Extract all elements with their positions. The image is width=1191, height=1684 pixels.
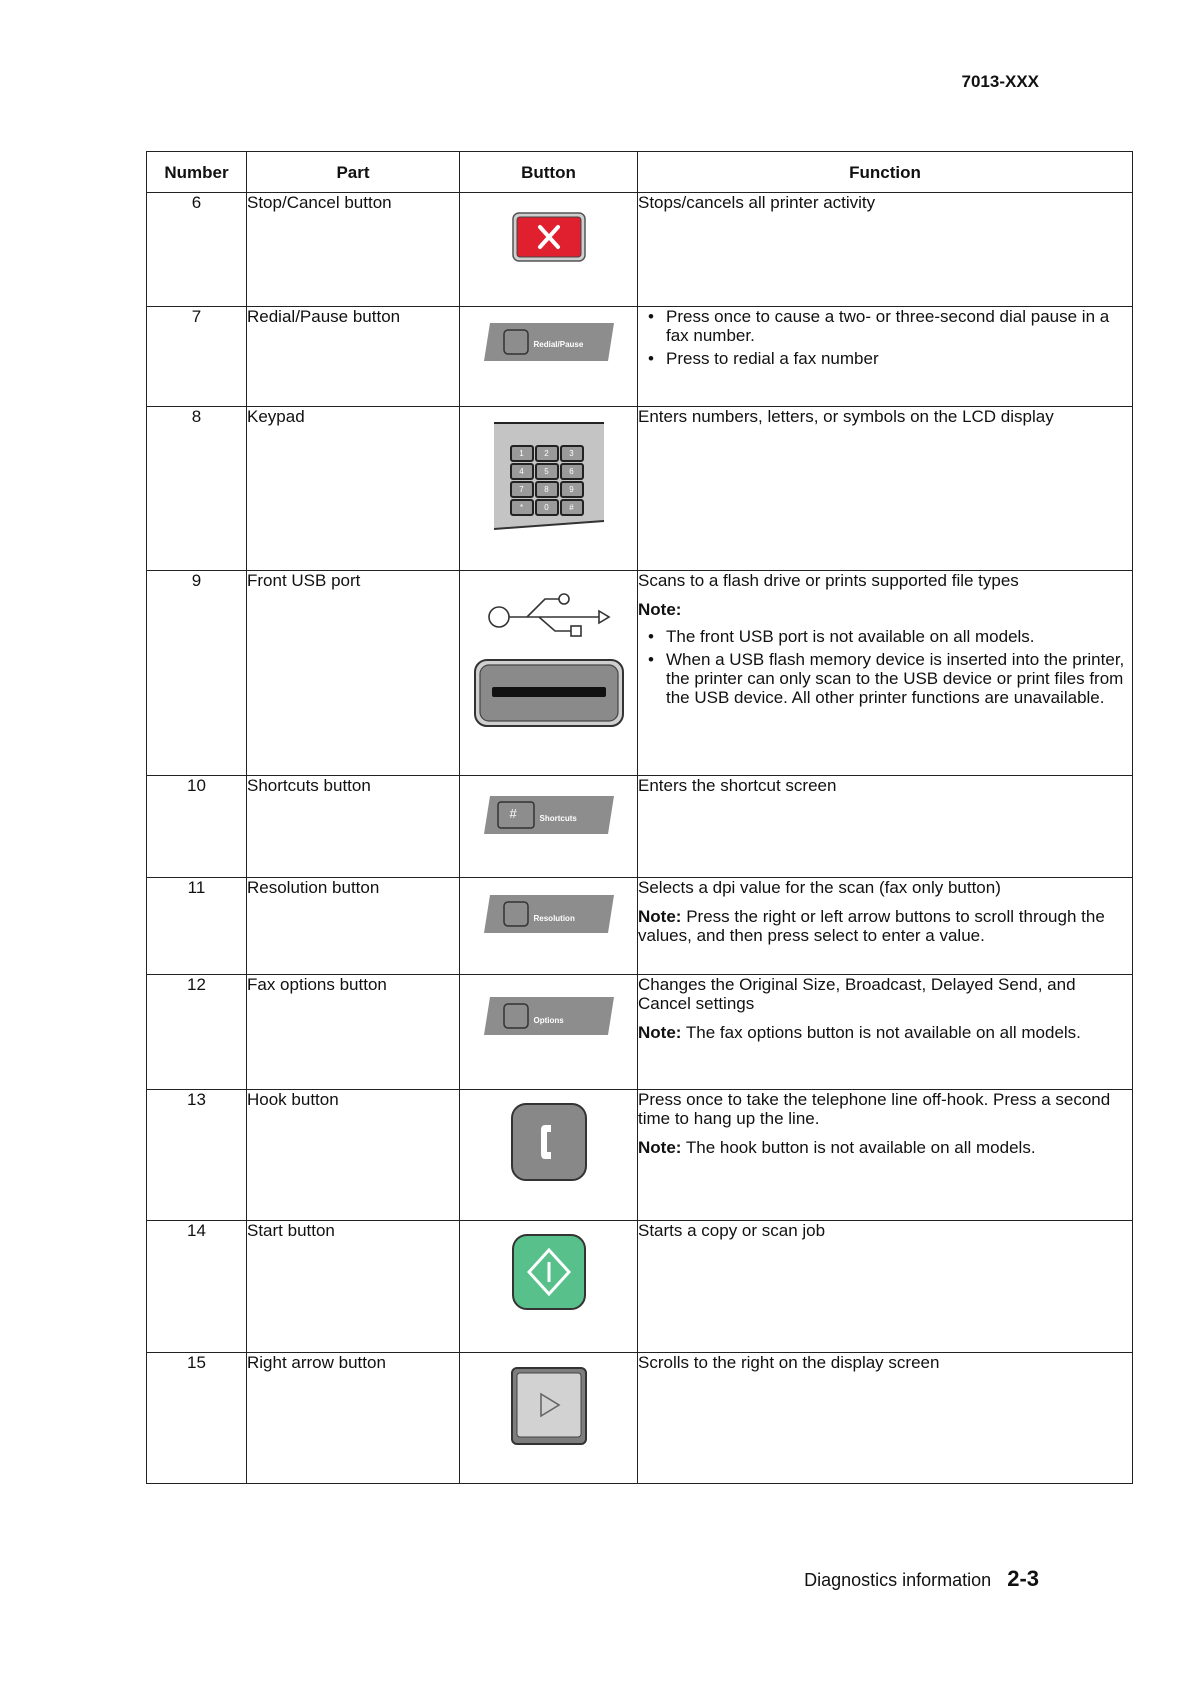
row-button-cell <box>460 407 638 571</box>
table-row <box>147 307 1133 407</box>
row-number: 8 <box>147 407 247 571</box>
keypad-key: 7 <box>510 481 534 498</box>
row-button-cell <box>460 1090 638 1221</box>
function-note <box>638 1023 1132 1042</box>
table-header-row <box>147 152 1133 193</box>
row-function <box>638 571 1133 776</box>
model-number: 7013-XXX <box>961 72 1039 91</box>
row-function <box>638 307 1133 407</box>
row-function <box>638 878 1133 975</box>
right-arrow-icon <box>511 1367 587 1445</box>
function-text: Scrolls to the right on the display screen <box>638 1353 940 1372</box>
row-function <box>638 407 1133 571</box>
usb-port-icon <box>474 659 624 727</box>
row-part: Stop/Cancel button <box>247 193 460 307</box>
table-row <box>147 571 1133 776</box>
column-header-function: Function <box>638 152 1133 193</box>
row-button-cell <box>460 975 638 1090</box>
parts-table <box>146 151 1133 1484</box>
column-header-button: Button <box>460 152 638 193</box>
row-button-cell <box>460 1353 638 1484</box>
function-bullet: • Press once to cause a two- or three-second dial pause in a fax number. <box>666 307 1132 345</box>
row-part: Fax options button <box>247 975 460 1090</box>
hook-icon <box>511 1103 587 1181</box>
note-text: Press the right or left arrow buttons to scroll through the values, and then press select to enter a value. <box>638 907 1105 945</box>
row-function <box>638 776 1133 878</box>
row-part: Front USB port <box>247 571 460 776</box>
function-note <box>638 1138 1132 1157</box>
redial-pause-icon <box>484 323 614 363</box>
keypad-key: 1 <box>510 445 534 462</box>
resolution-label: Resolution <box>533 914 575 923</box>
row-function <box>638 1221 1133 1353</box>
row-function <box>638 1090 1133 1221</box>
row-function <box>638 975 1133 1090</box>
function-text: Stops/cancels all printer activity <box>638 193 876 212</box>
row-part: Resolution button <box>247 878 460 975</box>
keypad-key: 4 <box>510 463 534 480</box>
hash-icon: # <box>509 806 517 821</box>
row-button-cell <box>460 307 638 407</box>
row-function <box>638 193 1133 307</box>
row-part: Hook button <box>247 1090 460 1221</box>
start-icon <box>512 1234 586 1310</box>
function-text: Changes the Original Size, Broadcast, Delayed Send, and Cancel settings <box>638 975 1076 1013</box>
options-label: Options <box>533 1016 564 1025</box>
column-header-number: Number <box>147 152 247 193</box>
function-text: Scans to a flash drive or prints supported file types <box>638 571 1019 590</box>
row-number: 6 <box>147 193 247 307</box>
keypad-key: 8 <box>535 481 559 498</box>
function-text: Enters numbers, letters, or symbols on the LCD display <box>638 407 1054 426</box>
row-number: 7 <box>147 307 247 407</box>
table-row <box>147 776 1133 878</box>
row-button-cell <box>460 776 638 878</box>
row-number: 15 <box>147 1353 247 1484</box>
row-number: 10 <box>147 776 247 878</box>
keypad-icon <box>492 421 606 531</box>
keypad-key: * <box>510 499 534 516</box>
row-number: 13 <box>147 1090 247 1221</box>
note-label: Note: <box>638 600 682 619</box>
keypad-key: 0 <box>535 499 559 516</box>
page-footer <box>804 1566 1039 1592</box>
function-bullets <box>638 307 1132 368</box>
resolution-icon <box>484 895 614 935</box>
keypad-key: # <box>560 499 584 516</box>
row-number: 9 <box>147 571 247 776</box>
row-button-cell <box>460 878 638 975</box>
function-text: Selects a dpi value for the scan (fax only button) <box>638 878 1001 897</box>
table-row <box>147 878 1133 975</box>
shortcuts-label: Shortcuts <box>539 814 577 823</box>
note-label: Note: <box>638 1023 682 1042</box>
row-button-cell <box>460 1221 638 1353</box>
function-bullet: • The front USB port is not available on all models. <box>666 627 1132 646</box>
redial-pause-label: Redial/Pause <box>533 340 584 349</box>
function-bullets <box>638 627 1132 707</box>
column-header-part: Part <box>247 152 460 193</box>
keypad-key: 5 <box>535 463 559 480</box>
row-function <box>638 1353 1133 1484</box>
note-label: Note: <box>638 1138 682 1157</box>
table-row <box>147 193 1133 307</box>
row-number: 12 <box>147 975 247 1090</box>
table-row <box>147 1090 1133 1221</box>
keypad-key: 9 <box>560 481 584 498</box>
row-number: 11 <box>147 878 247 975</box>
note-label: Note: <box>638 907 682 926</box>
row-part: Shortcuts button <box>247 776 460 878</box>
keypad-key: 6 <box>560 463 584 480</box>
table-row <box>147 407 1133 571</box>
function-text: Enters the shortcut screen <box>638 776 837 795</box>
fax-options-icon <box>484 997 614 1037</box>
function-bullet: • Press to redial a fax number <box>666 349 1132 368</box>
function-text: Press once to take the telephone line off-hook. Press a second time to hang up the line. <box>638 1090 1111 1128</box>
keypad-key: 2 <box>535 445 559 462</box>
function-text: Starts a copy or scan job <box>638 1221 826 1240</box>
table-row <box>147 1221 1133 1353</box>
note-text: The fax options button is not available on all models. <box>685 1023 1081 1042</box>
row-button-cell <box>460 571 638 776</box>
row-number: 14 <box>147 1221 247 1353</box>
function-note <box>638 907 1132 945</box>
table-row <box>147 975 1133 1090</box>
shortcuts-icon <box>484 796 614 836</box>
table-row <box>147 1353 1133 1484</box>
row-part: Right arrow button <box>247 1353 460 1484</box>
stop-cancel-icon <box>512 212 586 262</box>
function-bullet: • When a USB flash memory device is inserted into the printer, the printer can only scan to the USB device or print files from the USB device. All other printer functions are unavailable. <box>666 650 1132 707</box>
row-part: Redial/Pause button <box>247 307 460 407</box>
page-number: 2-3 <box>1007 1566 1039 1591</box>
row-part: Start button <box>247 1221 460 1353</box>
note-text: The hook button is not available on all models. <box>685 1138 1036 1157</box>
usb-symbol-icon <box>487 587 611 639</box>
row-part: Keypad <box>247 407 460 571</box>
footer-section: Diagnostics information <box>804 1570 992 1590</box>
row-button-cell <box>460 193 638 307</box>
keypad-key: 3 <box>560 445 584 462</box>
